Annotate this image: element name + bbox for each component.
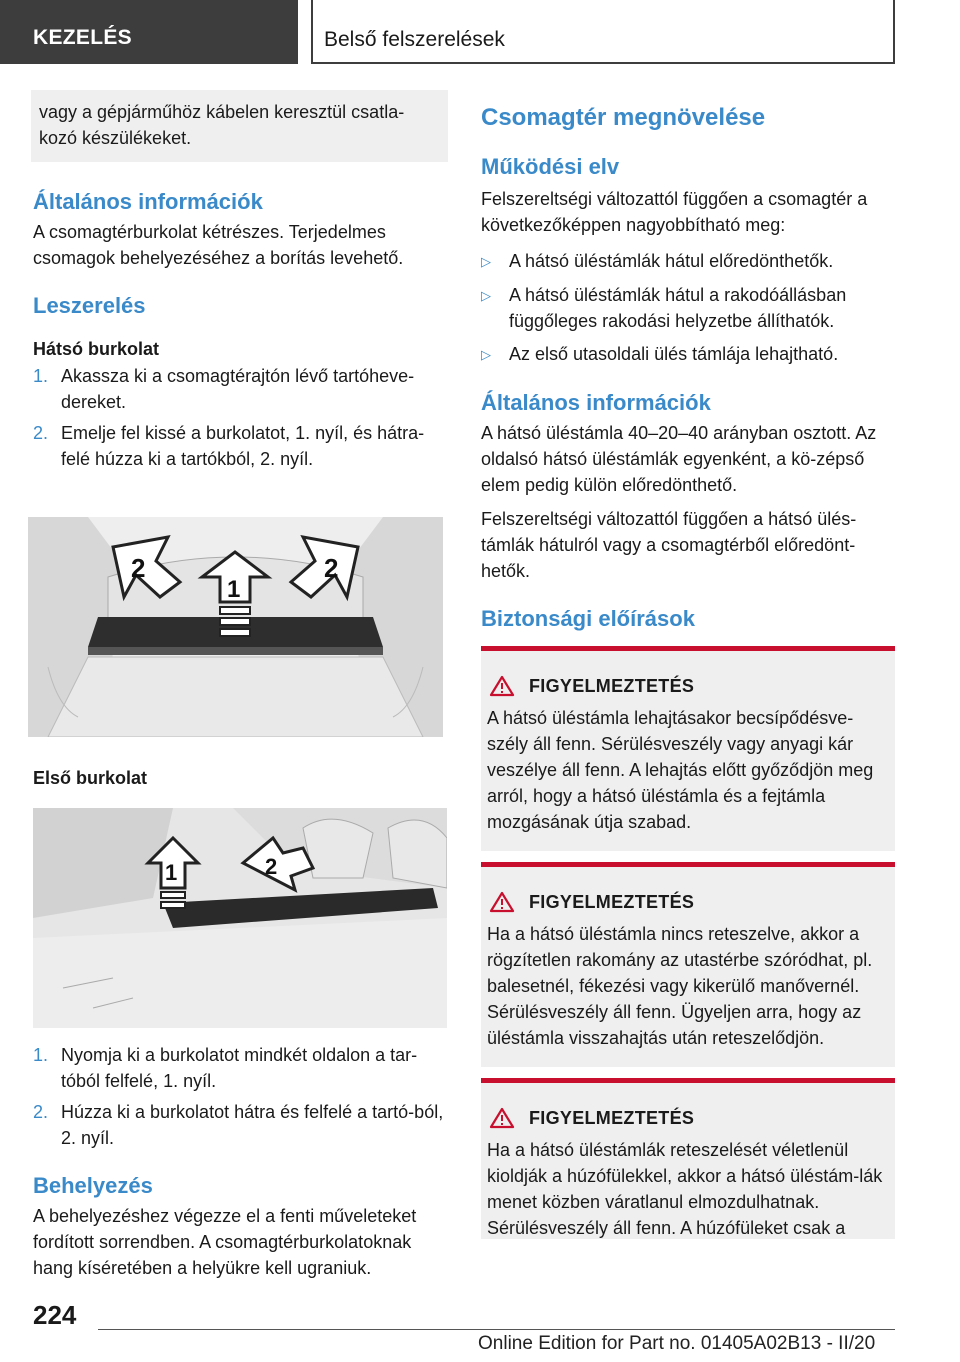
front-cover-illustration <box>33 808 447 1028</box>
front-step-2 <box>33 1099 448 1151</box>
warning-triangle-icon <box>489 675 515 697</box>
general-info-text: A csomagtérburkolat kétrészes. Terjedelmes csomagok behelyezéséhez a borítás levehető. <box>33 222 404 268</box>
heading-safety: Biztonsági előírások <box>481 606 695 631</box>
heading-general-info-right: Általános információk <box>481 390 711 415</box>
warning-box <box>481 646 895 851</box>
warning-title: FIGYELMEZTETÉS <box>529 891 695 912</box>
warning-title: FIGYELMEZTETÉS <box>529 1107 695 1128</box>
heading-installation: Behelyezés <box>33 1173 153 1198</box>
header-section-label: KEZELÉS <box>33 26 132 49</box>
step-text: Nyomja ki a burkolatot mindkét oldalon a tar-tóból felfelé, 1. nyíl. <box>61 1045 418 1091</box>
warning-title-row <box>489 1107 887 1129</box>
warning-text: Ha a hátsó üléstámla nincs reteszelve, akkor a rögzítetlen rakomány az utastérbe szóródhat, pl. balesetnél, fékezési vagy kikerülő manővernél. Sérülésveszély áll fenn. Ügyeljen arra, hogy az üléstámla visszahajtás után reteszelődjön. <box>487 924 873 1048</box>
right-column <box>481 90 895 632</box>
header-section-tab <box>0 0 298 64</box>
warning-triangle-icon <box>489 1107 515 1129</box>
step-number: 1. <box>33 1045 49 1065</box>
bullet-text: Az első utasoldali ülés támlája lehajtható. <box>509 344 839 364</box>
continued-note <box>31 90 448 162</box>
arrow-label: 1 <box>165 860 178 885</box>
left-column-top <box>33 90 448 472</box>
warning-text: A hátsó üléstámla lehajtásakor becsípődésve-szély áll fenn. Sérülésveszély vagy anyagi kár veszélye áll fenn. A lehajtás előtt győződjön meg arról, hogy a hátsó üléstámla és a fejtámla mozgásának útja szabad. <box>487 708 874 832</box>
triangle-bullet-icon: ▷ <box>481 254 491 269</box>
heading-front-cover: Első burkolat <box>33 768 148 788</box>
rear-cover-illustration <box>28 517 443 737</box>
triangle-bullet-icon: ▷ <box>481 288 491 303</box>
warning-text: Ha a hátsó üléstámlák reteszelését véletlenül kioldják a húzófülekkel, akkor a hátsó üléstám-lák menet közben váratlanul elmozdulhatnak. Sérülésveszély áll fenn. A húzófüleket csak a <box>487 1140 883 1238</box>
warning-title: FIGYELMEZTETÉS <box>529 675 695 696</box>
bullet-item <box>481 248 895 275</box>
installation-text: A behelyezéshez végezze el a fenti műveleteket fordított sorrendben. A csomagtérburkolatoknak hang kíséretében a helyükre kell ugraniuk. <box>33 1206 417 1278</box>
header-chapter-label: Belső felszerelések <box>324 28 505 51</box>
footer-divider <box>98 1329 895 1330</box>
arrow-label: 2 <box>265 854 278 879</box>
warning-title-row <box>489 891 887 913</box>
bullet-item <box>481 341 895 368</box>
heading-enlarge-trunk: Csomagtér megnövelése <box>481 104 766 131</box>
step-text: Emelje fel kissé a burkolatot, 1. nyíl, és hátra-felé húzza ki a tartókból, 2. nyíl. <box>61 423 425 469</box>
bullet-item <box>481 282 895 334</box>
front-cover-heading-block <box>33 768 448 789</box>
warning-box <box>481 862 895 1067</box>
trunk-side-view-drawing <box>33 808 447 1028</box>
triangle-bullet-icon: ▷ <box>481 347 491 362</box>
arrow-label: 2 <box>324 553 339 583</box>
heading-rear-cover: Hátsó burkolat <box>33 339 160 359</box>
header-chapter-tab <box>313 0 895 64</box>
rear-step-1 <box>33 363 448 415</box>
warning-title-row <box>489 675 887 697</box>
step-text: Húzza ki a burkolatot hátra és felfelé a tartó-ból, 2. nyíl. <box>61 1102 444 1148</box>
arrow-label: 2 <box>131 553 146 583</box>
front-step-1 <box>33 1042 448 1094</box>
step-number: 2. <box>33 1102 49 1122</box>
info-text-2: Felszereltségi változattól függően a hátsó ülés-támlák hátulról vagy a csomagtérből előredönt-hetők. <box>481 509 857 581</box>
step-number: 1. <box>33 366 49 386</box>
heading-principle: Működési elv <box>481 154 620 179</box>
step-number: 2. <box>33 423 49 443</box>
step-text: Akassza ki a csomagtérajtón lévő tartóheve-dereket. <box>61 366 415 412</box>
heading-removal: Leszerelés <box>33 293 146 318</box>
trunk-rear-view-drawing <box>28 517 443 737</box>
continued-note-text: vagy a gépjárműhöz kábelen keresztül csatla-kozó készülékeket. <box>39 102 405 148</box>
arrow-label: 1 <box>227 576 241 603</box>
footer-edition: Online Edition for Part no. 01405A02B13 - II/20 <box>478 1333 876 1354</box>
heading-general-info: Általános információk <box>33 189 263 214</box>
bullet-text: A hátsó üléstámlák hátul a rakodóállásban függőleges rakodási helyzetbe állíthatók. <box>509 285 847 331</box>
rear-step-2 <box>33 420 448 472</box>
warning-triangle-icon <box>489 891 515 913</box>
bullet-text: A hátsó üléstámlák hátul előredönthetők. <box>509 251 834 271</box>
left-column-bottom <box>33 1042 448 1281</box>
page-number: 224 <box>33 1300 77 1330</box>
info-text-1: A hátsó üléstámla 40–20–40 arányban osztott. Az oldalsó hátsó üléstámlák egyenként, a kö-zépső elem pedig külön előredönthető. <box>481 423 877 495</box>
warning-box <box>481 1078 895 1239</box>
principle-text: Felszereltségi változattól függően a csomagtér a következőképpen nagyobbítható meg: <box>481 189 868 235</box>
